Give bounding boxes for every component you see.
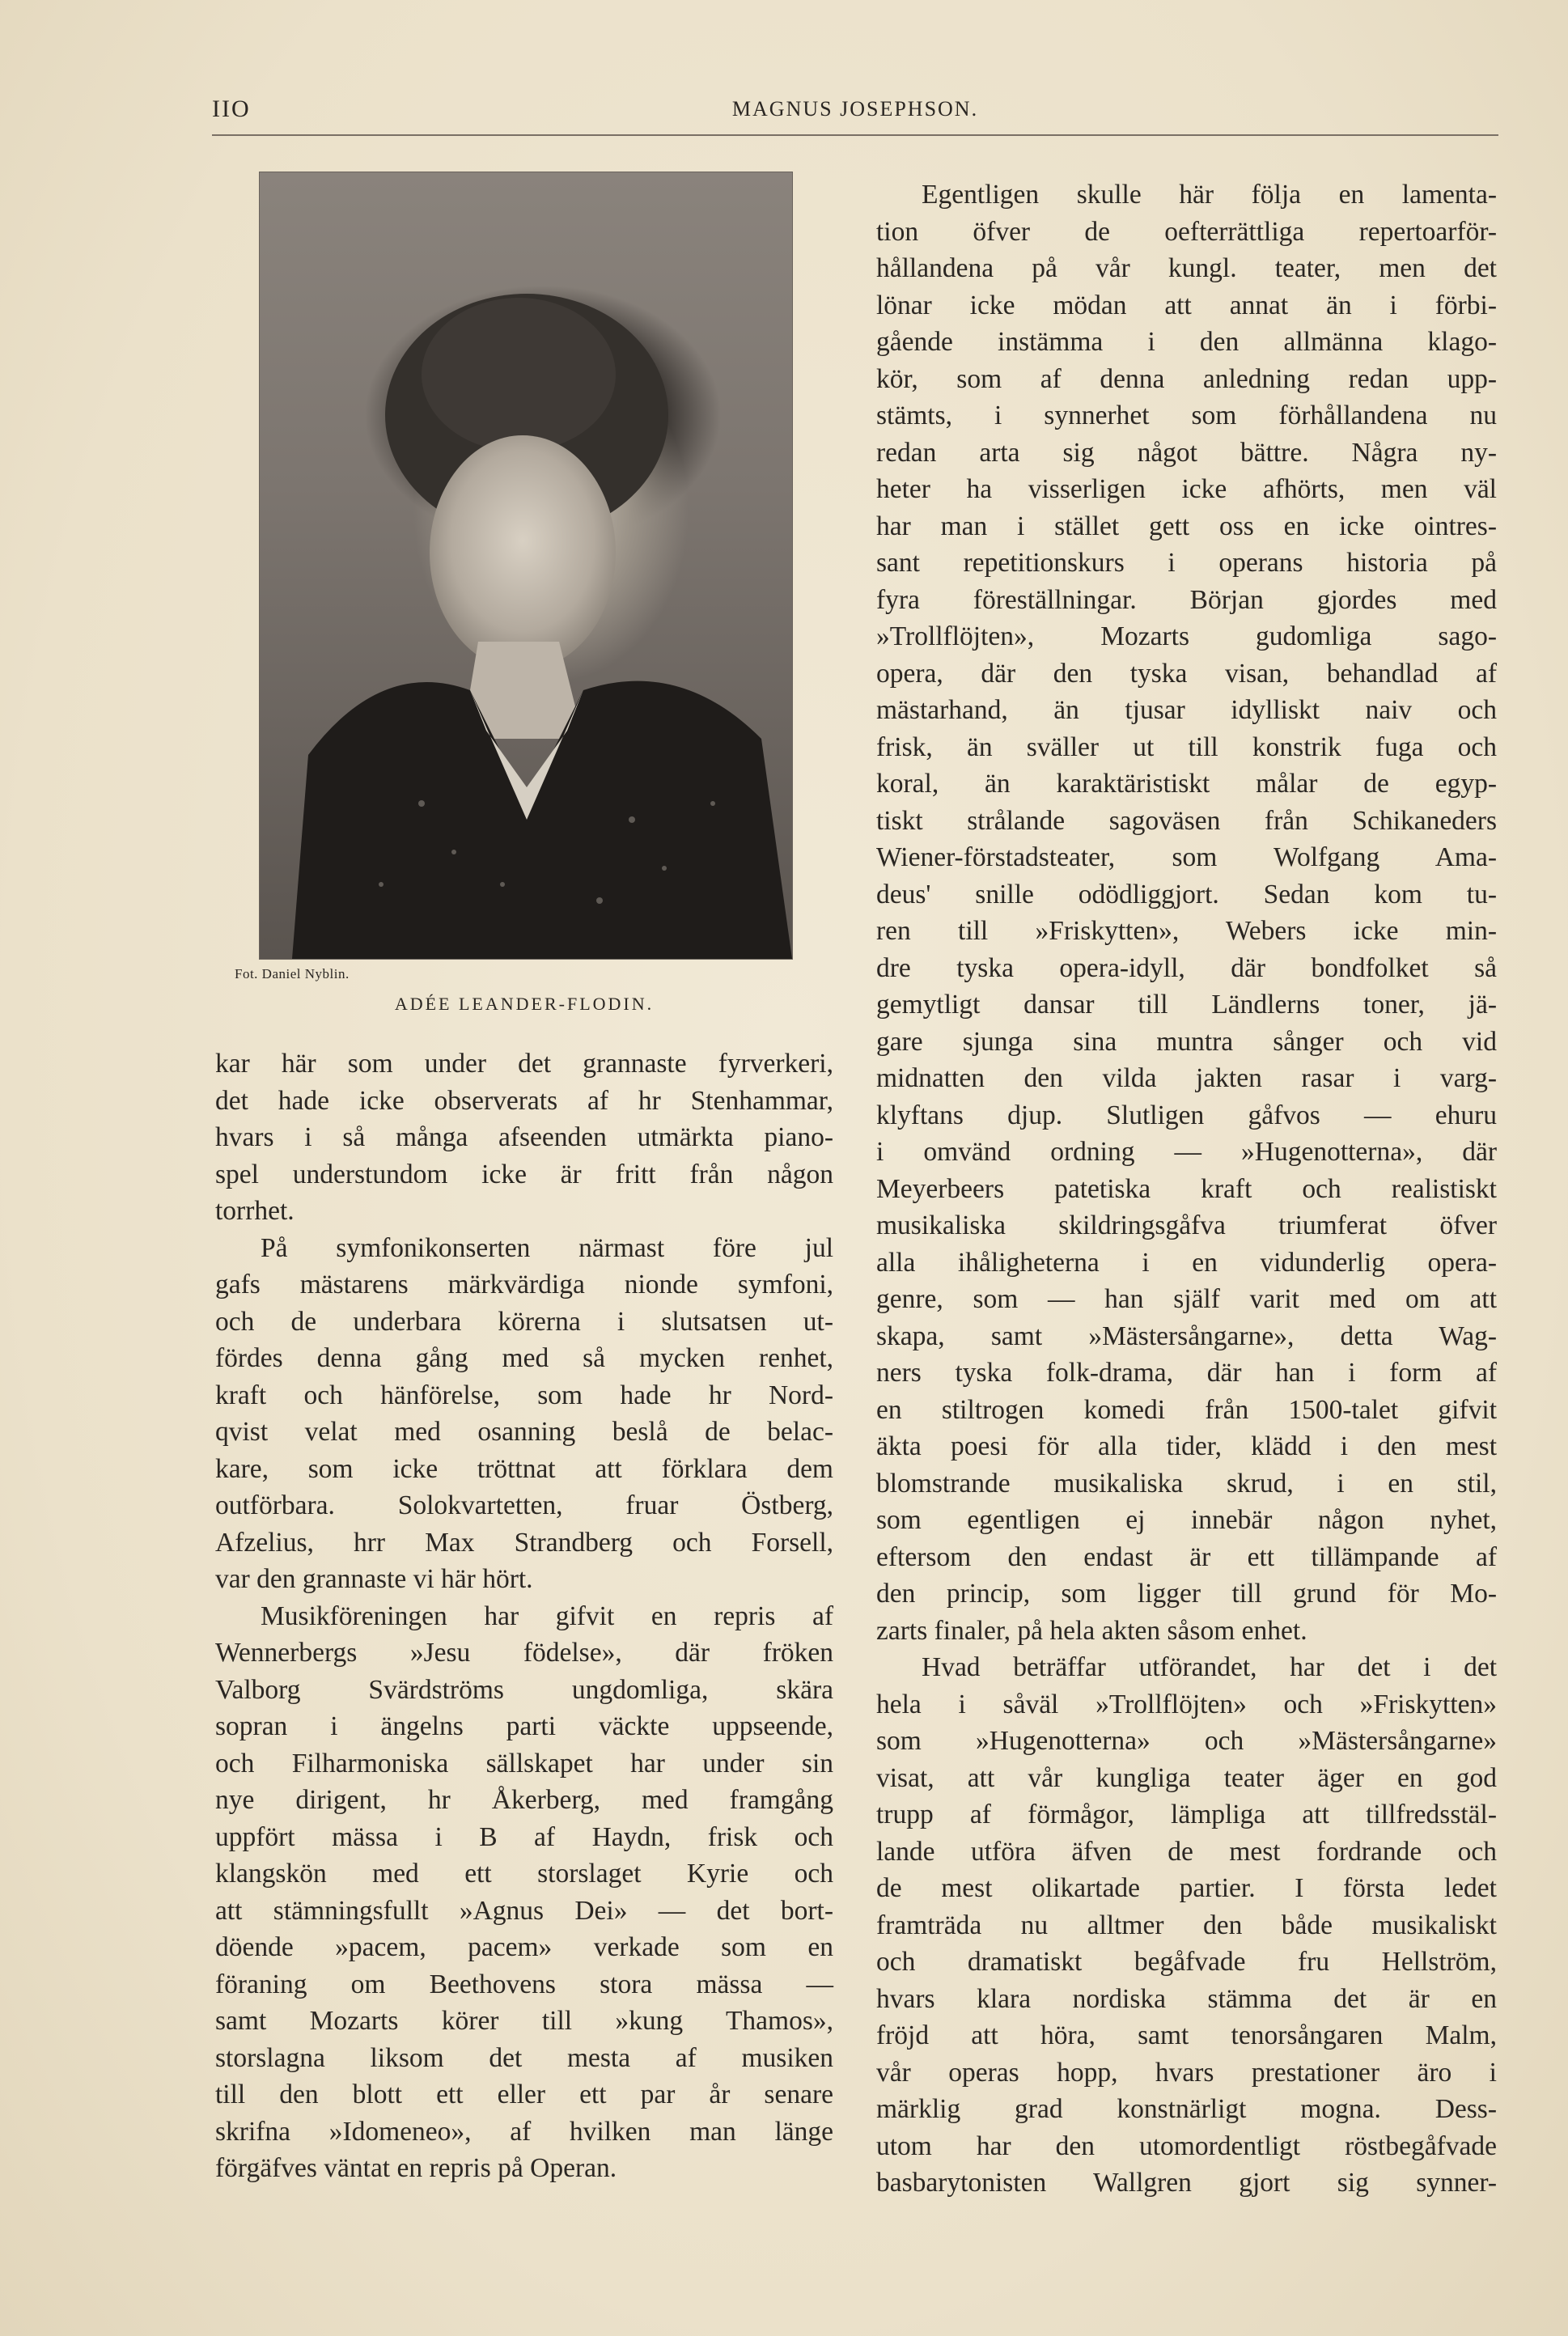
text-line: kraft och hänförelse, som hade hr Nord- bbox=[215, 1380, 833, 1410]
text-line: Hvad beträffar utförandet, har det i det bbox=[922, 1652, 1497, 1682]
text-line: kar här som under det grannaste fyrverkeri, bbox=[215, 1049, 833, 1079]
text-line: kör, som af denna anledning redan upp- bbox=[876, 363, 1497, 394]
text-line: frisk, än sväller ut till konstrik fuga och bbox=[876, 731, 1497, 762]
text-line: visat, att vår kungliga teater äger en god bbox=[876, 1762, 1497, 1793]
text-line: hållandena på vår kungl. teater, men det bbox=[876, 253, 1497, 283]
text-line: och Filharmoniska sällskapet har under sin bbox=[215, 1748, 833, 1778]
text-line: koral, än karaktäristiskt målar de egyp- bbox=[876, 769, 1497, 799]
text-line: eftersom den endast är ett tillämpande af bbox=[876, 1541, 1497, 1572]
text-line: klyftans djup. Slutligen gåfvos — ehuru bbox=[876, 1100, 1497, 1130]
left-column bbox=[215, 1045, 833, 2187]
text-line: Wiener-förstadsteater, som Wolfgang Ama- bbox=[876, 842, 1497, 872]
running-title: MAGNUS JOSEPHSON. bbox=[731, 97, 979, 121]
text-line: vår operas hopp, hvars prestationer äro i bbox=[876, 2057, 1497, 2088]
text-line: det hade icke observerats af hr Stenhammar, bbox=[215, 1085, 833, 1116]
text-line: opera, där den tyska visan, behandlad af bbox=[876, 658, 1497, 689]
text-line: förgäfves väntat en repris på Operan. bbox=[215, 2153, 617, 2183]
text-line: den princip, som ligger till grund för Mo- bbox=[876, 1579, 1497, 1609]
text-line: basbarytonisten Wallgren gjort sig synner- bbox=[876, 2168, 1497, 2198]
text-line: att stämningsfullt »Agnus Dei» — det bort- bbox=[215, 1895, 833, 1926]
text-line: var den grannaste vi här hört. bbox=[215, 1564, 533, 1594]
text-line: kare, som icke tröttnat att förklara dem bbox=[215, 1453, 833, 1484]
right-column bbox=[876, 176, 1497, 2202]
text-line: sant repetitionskurs i operans historia på bbox=[876, 548, 1497, 578]
text-line: föraning om Beethovens stora mässa — bbox=[215, 1969, 833, 1999]
text-line: samt Mozarts körer till »kung Thamos», bbox=[215, 2006, 833, 2036]
text-line: skapa, samt »Mästersångarne», detta Wag- bbox=[876, 1321, 1497, 1351]
text-line: de mest olikartade partier. I första ledet bbox=[876, 1873, 1497, 1903]
text-line: Meyerbeers patetiska kraft och realistiskt bbox=[876, 1173, 1497, 1204]
text-line: lande utföra äfven de mest fordrande och bbox=[876, 1836, 1497, 1867]
text-line: tiskt strålande sagoväsen från Schikaneders bbox=[876, 805, 1497, 836]
text-line: blomstrande musikaliska skrud, i en stil, bbox=[876, 1468, 1497, 1499]
figure-caption: ADÉE LEANDER-FLODIN. bbox=[394, 994, 655, 1014]
text-line: dre tyska opera-idyll, där bondfolket så bbox=[876, 952, 1497, 983]
text-line: ners tyska folk-drama, där han i form af bbox=[876, 1358, 1497, 1388]
text-line: trupp af förmågor, lämpliga att tillfredsstäl- bbox=[876, 1800, 1497, 1829]
text-line: och dramatiskt begåfvade fru Hellström, bbox=[876, 1947, 1497, 1977]
text-line: »Trollflöjten», Mozarts gudomliga sago- bbox=[876, 621, 1497, 651]
photo-credit: Fot. Daniel Nyblin. bbox=[235, 966, 350, 981]
portrait-illustration bbox=[260, 172, 792, 959]
text-line: hvars i så många afseenden utmärkta piano- bbox=[215, 1122, 833, 1152]
text-line: redan arta sig något bättre. Några ny- bbox=[876, 437, 1497, 468]
text-line: Egentligen skulle här följa en lamenta- bbox=[922, 180, 1497, 210]
text-line: äkta poesi för alla tider, klädd i den mest bbox=[876, 1431, 1497, 1461]
text-line: döende »pacem, pacem» verkade som en bbox=[215, 1932, 833, 1962]
text-line: framträda nu alltmer den både musikaliskt bbox=[876, 1910, 1497, 1940]
text-line: musikaliska skildringsgåfva triumferat öfver bbox=[876, 1210, 1497, 1240]
portrait-photo bbox=[259, 172, 793, 960]
text-line: heter ha visserligen icke afhörts, men väl bbox=[876, 474, 1497, 504]
text-line: som »Hugenotterna» och »Mästersångarne» bbox=[876, 1726, 1497, 1756]
text-line: fyra föreställningar. Början gjordes med bbox=[876, 584, 1497, 615]
text-line: Valborg Svärdströms ungdomliga, skära bbox=[215, 1674, 833, 1705]
text-line: utom har den utomordentligt röstbegåfvade bbox=[876, 2130, 1497, 2161]
text-line: outförbara. Solokvartetten, fruar Östberg, bbox=[215, 1490, 833, 1520]
text-line: lönar icke mödan att annat än i förbi- bbox=[876, 290, 1497, 320]
header-rule bbox=[212, 134, 1498, 136]
text-line: tion öfver de oefterrättliga repertoarför- bbox=[876, 216, 1497, 247]
text-line: märklig grad konstnärligt mogna. Dess- bbox=[876, 2094, 1497, 2124]
text-line: genre, som — han själf varit med om att bbox=[876, 1284, 1497, 1314]
text-line: Musikföreningen har gifvit en repris af bbox=[261, 1600, 833, 1631]
page-number: IIO bbox=[212, 95, 251, 122]
text-line: och de underbara körerna i slutsatsen ut- bbox=[215, 1306, 833, 1337]
text-line: mästarhand, än tjusar idylliskt naiv och bbox=[876, 695, 1497, 725]
text-line: Wennerbergs »Jesu födelse», där fröken bbox=[215, 1638, 833, 1668]
text-line: gemytligt dansar till Ländlerns toner, jä- bbox=[876, 990, 1497, 1020]
text-line: sopran i ängelns parti väckte uppseende, bbox=[215, 1711, 833, 1741]
text-line: fröjd att höra, samt tenorsångaren Malm, bbox=[876, 2020, 1497, 2050]
text-line: gafs mästarens märkvärdiga nionde symfoni, bbox=[215, 1270, 833, 1299]
text-line: torrhet. bbox=[215, 1196, 295, 1226]
text-line: klangskön med ett storslaget Kyrie och bbox=[215, 1859, 833, 1889]
text-line: alla ihåligheterna i en vidunderlig opera- bbox=[876, 1247, 1497, 1278]
text-line: gående instämma i den allmänna klago- bbox=[876, 327, 1497, 357]
text-line: i omvänd ordning — »Hugenotterna», där bbox=[876, 1137, 1497, 1167]
text-line: zarts finaler, på hela akten såsom enhet. bbox=[876, 1615, 1307, 1646]
text-line: nye dirigent, hr Åkerberg, med framgång bbox=[215, 1785, 833, 1815]
text-line: till den blott ett eller ett par år senare bbox=[215, 2080, 833, 2109]
text-line: en stiltrogen komedi från 1500-talet gifvit bbox=[876, 1394, 1497, 1425]
text-line: qvist velat med osanning beslå de belac- bbox=[215, 1417, 833, 1447]
text-line: skrifna »Idomeneo», af hvilken man länge bbox=[215, 2116, 833, 2147]
text-line: Afzelius, hrr Max Strandberg och Forsell, bbox=[215, 1527, 833, 1558]
text-line: hela i såväl »Trollflöjten» och »Friskytten» bbox=[876, 1689, 1497, 1719]
text-line: som egentligen ej innebär någon nyhet, bbox=[876, 1505, 1497, 1535]
text-line: har man i stället gett oss en icke ointres- bbox=[876, 511, 1497, 541]
text-line: ren till »Friskytten», Webers icke min- bbox=[876, 916, 1497, 946]
text-line: midnatten den vilda jakten rasar i varg- bbox=[876, 1063, 1497, 1093]
text-line: stämts, i synnerhet som förhållandena nu bbox=[876, 401, 1497, 430]
text-line: hvars klara nordiska stämma det är en bbox=[876, 1983, 1497, 2014]
text-line: gare sjunga sina muntra sånger och vid bbox=[876, 1026, 1497, 1057]
text-line: storslagna liksom det mesta af musiken bbox=[215, 2042, 833, 2073]
text-line: fördes denna gång med så mycken renhet, bbox=[215, 1343, 833, 1373]
text-line: spel understundom icke är fritt från någon bbox=[215, 1159, 833, 1189]
text-line: deus' snille odödliggjort. Sedan kom tu- bbox=[876, 879, 1497, 909]
text-line: uppfört mässa i B af Haydn, frisk och bbox=[215, 1821, 833, 1852]
text-line: På symfonikonserten närmast före jul bbox=[261, 1232, 833, 1263]
page-header bbox=[212, 87, 1498, 128]
